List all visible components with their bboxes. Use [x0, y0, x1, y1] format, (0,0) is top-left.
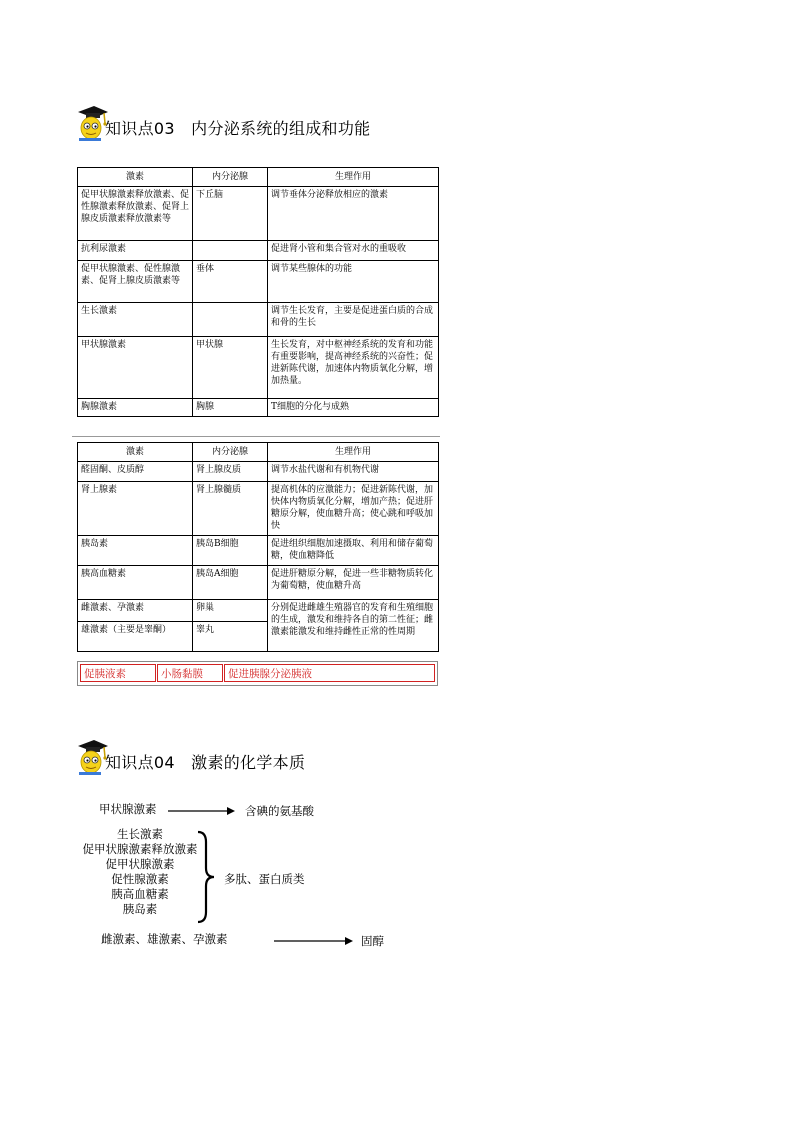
peptide-target: 多肽、蛋白质类 — [224, 872, 305, 886]
header-function: 生理作用 — [268, 168, 439, 187]
cell-hormone: 生长激素 — [78, 303, 193, 337]
table-row — [78, 399, 439, 417]
cell-hormone: 胰高血糖素 — [78, 566, 193, 600]
thyroid-target: 含碘的氨基酸 — [245, 804, 314, 818]
cell-function: 促进组织细胞加速摄取、利用和储存葡萄糖，使血糖降低 — [268, 536, 439, 566]
cell-hormone: 雌激素、孕激素 — [78, 600, 193, 622]
cell-hormone: 甲状腺激素 — [78, 337, 193, 399]
cell-hormone: 肾上腺素 — [78, 482, 193, 536]
list-item: 促性腺激素 — [111, 872, 169, 886]
cell-function: 提高机体的应激能力；促进新陈代谢，加快体内物质氧化分解，增加产热；促进肝糖原分解，使血糖升高；使心跳和呼吸加快 — [268, 482, 439, 536]
cell-function: 促进胰腺分泌胰液 — [224, 664, 435, 682]
header-gland: 内分泌腺 — [193, 168, 268, 187]
cell-hormone: 胰岛素 — [78, 536, 193, 566]
peptide-hormone-list — [70, 827, 210, 917]
cell-hormone: 抗利尿激素 — [78, 241, 193, 261]
thyroid-source: 甲状腺激素 — [99, 802, 157, 816]
steroid-target: 固醇 — [361, 934, 384, 948]
table-row — [78, 482, 439, 536]
table-row — [78, 261, 439, 303]
cell-hormone: 雄激素（主要是睾酮） — [78, 622, 193, 652]
steroid-source: 雌激素、雄激素、孕激素 — [101, 932, 228, 946]
endocrine-table-2 — [77, 442, 439, 652]
header-hormone: 激素 — [78, 443, 193, 462]
cell-function: 促进肝糖原分解，促进一些非糖物质转化为葡萄糖，使血糖升高 — [268, 566, 439, 600]
arrow-right-icon — [167, 805, 237, 817]
cell-hormone: 胸腺激素 — [78, 399, 193, 417]
cell-hormone: 促甲状腺激素、促性腺激素、促肾上腺皮质激素等 — [78, 261, 193, 303]
cell-function: 调节某些腺体的功能 — [268, 261, 439, 303]
cell-hormone: 促甲状腺激素释放激素、促性腺激素释放激素、促肾上腺皮质激素释放激素等 — [78, 187, 193, 241]
table-row — [78, 337, 439, 399]
list-item: 胰高血糖素 — [111, 887, 169, 901]
list-item: 生长激素 — [117, 827, 163, 841]
cell-function: 促进肾小管和集合管对水的重吸收 — [268, 241, 439, 261]
table-row — [78, 566, 439, 600]
cell-function: 生长发育，对中枢神经系统的发育和功能有重要影响，提高神经系统的兴奋性；促进新陈代谢，加速体内物质氧化分解，增加热量。 — [268, 337, 439, 399]
table-row — [78, 600, 439, 622]
cell-gland: 卵巢 — [193, 600, 268, 622]
cell-gland: 甲状腺 — [193, 337, 268, 399]
header-gland: 内分泌腺 — [193, 443, 268, 462]
table-header-row — [78, 443, 439, 462]
table-row — [78, 536, 439, 566]
table-row — [78, 241, 439, 261]
cell-gland: 下丘脑 — [193, 187, 268, 241]
cell-gland: 胰岛B细胞 — [193, 536, 268, 566]
cell-gland: 睾丸 — [193, 622, 268, 652]
cell-function: 调节生长发育，主要是促进蛋白质的合成和骨的生长 — [268, 303, 439, 337]
cell-hormone: 促胰液素 — [80, 664, 156, 682]
table-row — [78, 462, 439, 482]
list-item: 胰岛素 — [122, 902, 158, 916]
cell-hormone: 醛固酮、皮质醇 — [78, 462, 193, 482]
cell-function: 分别促进雌雄生殖器官的发育和生殖细胞的生成，激发和维持各自的第二性征；雌激素能激发和维持雌性正常的性周期 — [268, 600, 439, 652]
cell-function: T细胞的分化与成熟 — [268, 399, 439, 417]
divider — [72, 436, 440, 437]
arrow-right-icon — [273, 935, 355, 947]
list-item: 促甲状腺激素 — [105, 857, 175, 871]
cell-gland: 垂体 — [193, 261, 268, 303]
list-item: 促甲状腺激素释放激素 — [82, 842, 198, 856]
cell-gland — [193, 241, 268, 261]
cell-gland: 肾上腺皮质 — [193, 462, 268, 482]
table-header-row — [78, 168, 439, 187]
cell-gland: 小肠黏膜 — [157, 664, 223, 682]
cell-gland: 肾上腺髓质 — [193, 482, 268, 536]
cell-function: 调节水盐代谢和有机物代谢 — [268, 462, 439, 482]
table-row — [78, 187, 439, 241]
cell-gland — [193, 303, 268, 337]
cell-gland: 胸腺 — [193, 399, 268, 417]
endocrine-table-1 — [77, 167, 439, 417]
table-row — [78, 303, 439, 337]
section4-title: 知识点04 激素的化学本质 — [105, 753, 306, 772]
secretin-row — [77, 661, 438, 686]
section3-title: 知识点03 内分泌系统的组成和功能 — [105, 119, 371, 138]
header-function: 生理作用 — [268, 443, 439, 462]
cell-function: 调节垂体分泌释放相应的激素 — [268, 187, 439, 241]
cell-gland: 胰岛A细胞 — [193, 566, 268, 600]
curly-brace-icon — [194, 830, 220, 924]
header-hormone: 激素 — [78, 168, 193, 187]
